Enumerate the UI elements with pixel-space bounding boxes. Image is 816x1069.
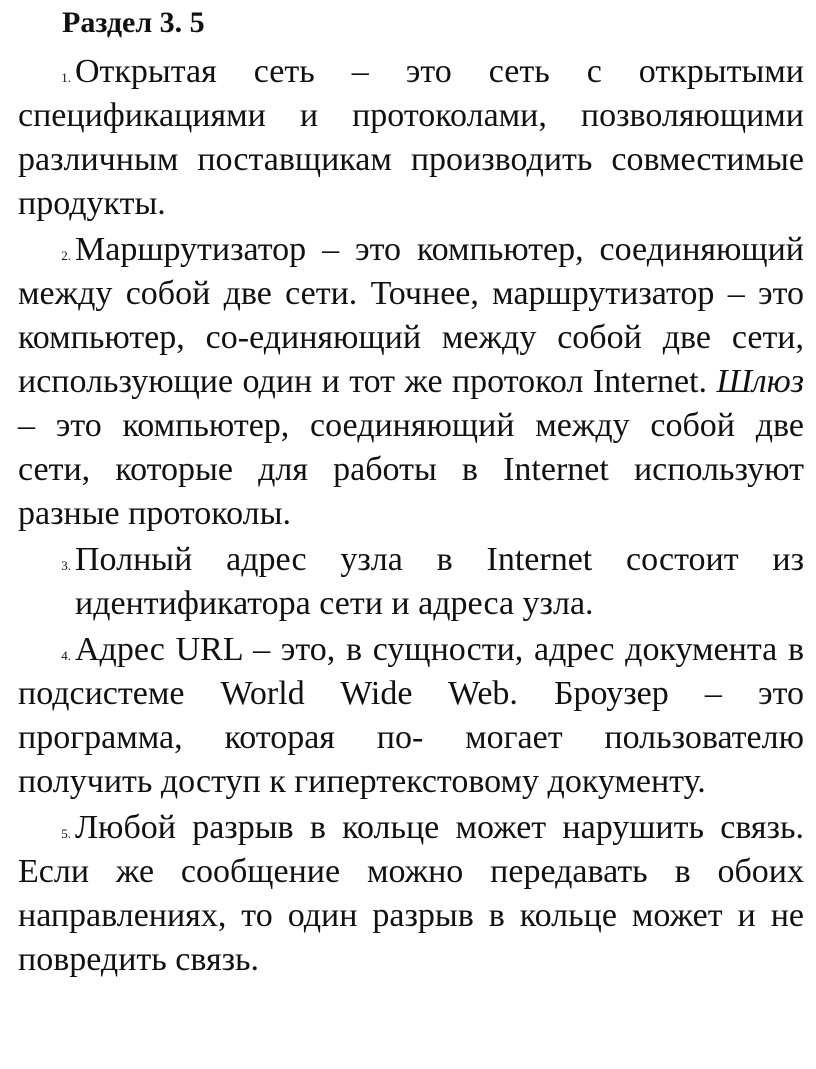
list-item-3 [18,538,804,626]
item-text-continued: – это компьютер, соединяющий между собой две сети, которые для работы в Internet используют разные протоколы. [18,407,804,532]
list-item-4 [18,628,804,804]
item-number: 2. [61,248,71,263]
item-text: Полный адрес узла в Internet состоит из идентификатора сети и адреса узла. [75,541,804,622]
list-item-5 [18,806,804,982]
list-item-1 [18,50,804,226]
item-number: 3. [61,558,71,573]
document-page [18,0,804,984]
item-emphasis-term: Шлюз [716,363,804,400]
item-text: Любой разрыв в кольце может нарушить связь. Если же сообщение можно передавать в обоих направлениях, то один разрыв в кольце может и не повредить связь. [18,809,804,978]
item-number: 5. [61,826,71,841]
item-text: Открытая сеть – это сеть с открытыми спецификациями и протоколами, позволяющими различным поставщикам производить совместимые продукты. [18,53,804,222]
item-number: 1. [61,70,71,85]
section-title: Раздел 3. 5 [62,6,205,39]
list-item-2 [18,228,804,536]
item-text: Адрес URL – это, в сущности, адрес документа в подсистеме World Wide Web. Броузер – это программа, которая по- могает пользователю получить доступ к гипертекстовому документу. [18,631,804,800]
item-text: Маршрутизатор – это компьютер, соединяющий между собой две сети. Точнее, маршрутизатор – это компьютер, со-единяющий между собой две сети, использующие один и тот же протокол Internet. [18,231,804,400]
item-number: 4. [61,648,71,663]
